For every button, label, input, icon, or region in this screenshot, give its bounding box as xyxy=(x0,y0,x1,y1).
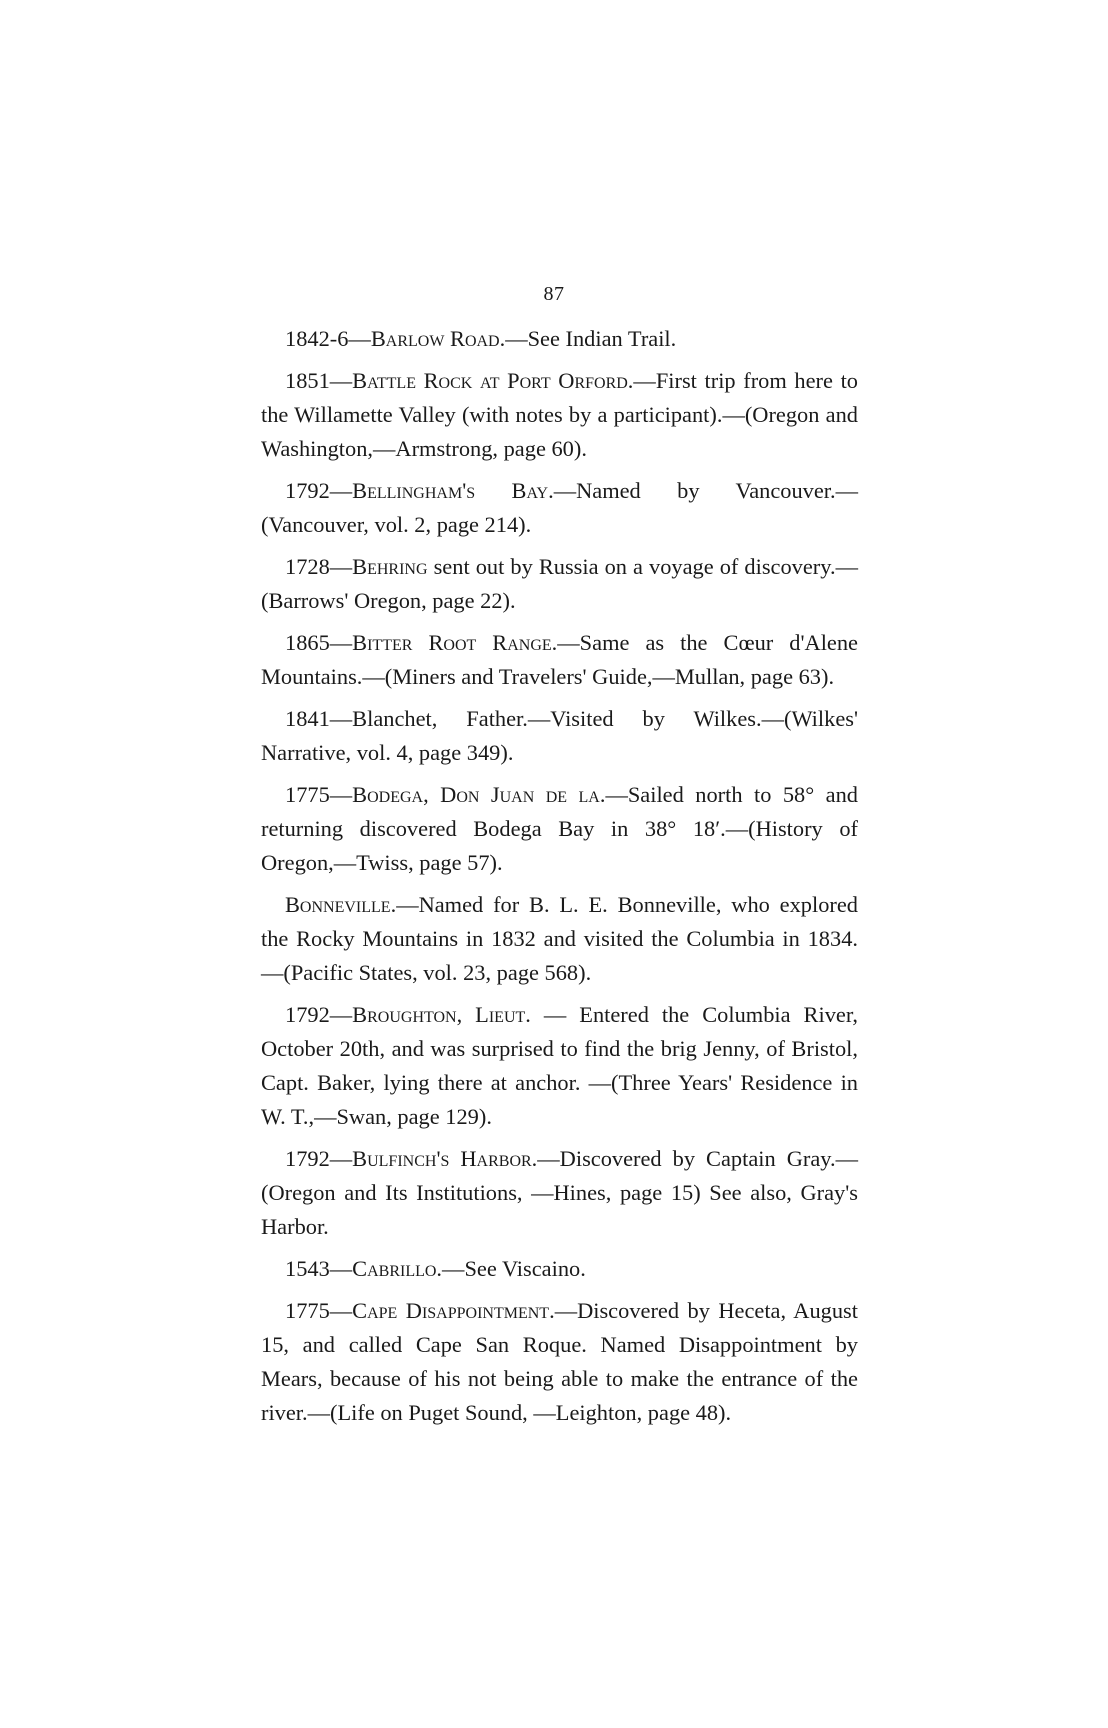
entry-body: —See Indian Trail. xyxy=(505,326,677,351)
entry-year: 1543— xyxy=(285,1256,353,1281)
entry-year: 1842-6— xyxy=(285,326,371,351)
entry-cape-disappointment xyxy=(261,1294,858,1430)
entry-body: —Same as the Cœur d'Alene Mountains.—(Miners and Travelers' Guide,—Mullan, page 63). xyxy=(261,630,858,689)
entry-bodega xyxy=(261,778,858,880)
entry-year: 1851— xyxy=(285,368,353,393)
entry-body: — Entered the Columbia River, October 20th, and was surprised to find the brig Jenny, of Bristol, Capt. Baker, lying there at anchor. —(Three Years' Residence in W. T.,—Swan, page 129). xyxy=(261,1002,858,1129)
entry-heading: Bonneville. xyxy=(285,892,397,917)
entry-heading: Bulfinch's Harbor. xyxy=(352,1146,538,1171)
entry-year: 1865— xyxy=(285,630,353,655)
page-number: 87 xyxy=(543,283,565,305)
entry-cabrillo xyxy=(261,1252,858,1286)
entry-bitter-root-range xyxy=(261,626,858,694)
entry-heading: Bitter Root Range. xyxy=(352,630,558,655)
entry-year: 1775— xyxy=(285,782,353,807)
entry-bonneville xyxy=(261,888,858,990)
entry-heading: Blanchet, Father. xyxy=(352,706,528,731)
entry-battle-rock xyxy=(261,364,858,466)
entry-body: sent out by Russia on a voyage of discovery.—(Barrows' Oregon, page 22). xyxy=(261,554,858,613)
entry-heading: Broughton, Lieut. xyxy=(352,1002,531,1027)
entry-year: 1728— xyxy=(285,554,353,579)
entry-body: —See Viscaino. xyxy=(442,1256,586,1281)
entry-bulfinchs-harbor xyxy=(261,1142,858,1244)
entry-body: —Discovered by Captain Gray.—(Oregon and Its Institutions, —Hines, page 15) See also, Gray's Harbor. xyxy=(261,1146,858,1239)
entry-year: 1792— xyxy=(285,1146,353,1171)
entry-list xyxy=(261,322,858,1438)
entry-year: 1792— xyxy=(285,478,353,503)
entry-heading: Cape Disappointment. xyxy=(352,1298,555,1323)
entry-body: —Sailed north to 58° and returning discovered Bodega Bay in 38° 18′.—(History of Oregon,—Twiss, page 57). xyxy=(261,782,858,875)
entry-heading: Bellingham's Bay. xyxy=(352,478,554,503)
entry-bellinghams-bay xyxy=(261,474,858,542)
entry-behring xyxy=(261,550,858,618)
entry-heading: Cabrillo. xyxy=(352,1256,443,1281)
entry-body: —Visited by Wilkes.—(Wilkes' Narrative, vol. 4, page 349). xyxy=(261,706,859,765)
entry-blanchet xyxy=(261,702,858,770)
entry-broughton xyxy=(261,998,858,1134)
entry-body: —Named by Vancouver.— (Vancouver, vol. 2, page 214). xyxy=(261,478,858,537)
entry-body: —First trip from here to the Willamette Valley (with notes by a participant).—(Oregon and Washington,—Armstrong, page 60). xyxy=(261,368,858,461)
entry-heading: Bodega, Don Juan de la. xyxy=(352,782,606,807)
entry-year: 1792— xyxy=(285,1002,353,1027)
entry-year: 1775— xyxy=(285,1298,353,1323)
entry-year: 1841— xyxy=(285,706,353,731)
entry-heading: Behring xyxy=(352,554,428,579)
entry-heading: Battle Rock at Port Orford. xyxy=(352,368,634,393)
entry-heading: Barlow Road. xyxy=(370,326,506,351)
entry-barlow-road xyxy=(261,322,858,356)
entry-body: —Discovered by Heceta, August 15, and called Cape San Roque. Named Disappointment by Mears, because of his not being able to make the entrance of the river.—(Life on Puget Sound, —Leighton, page 48). xyxy=(261,1298,858,1425)
entry-body: —Named for B. L. E. Bonneville, who explored the Rocky Mountains in 1832 and visited the Columbia in 1834.—(Pacific States, vol. 23, page 568). xyxy=(261,892,858,985)
